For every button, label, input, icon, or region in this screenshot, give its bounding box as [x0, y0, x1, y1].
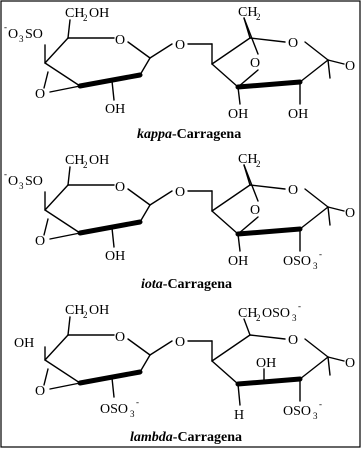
right-bottom-right-charge: -: [319, 249, 322, 259]
right-ring-bonds: [212, 165, 344, 251]
right-end-o: O: [345, 356, 356, 371]
left-top-charge: -: [4, 22, 7, 32]
left-bottom-o: O: [35, 234, 46, 249]
right-ch2: CH: [238, 306, 258, 321]
right-bottom-right-charge: -: [319, 399, 322, 409]
right-bottom-left-oh: OH: [228, 254, 249, 269]
left-ring-bonds: [44, 167, 172, 247]
left-ch2oh-ch: CH: [65, 303, 85, 318]
caption-rest: -Carragena: [172, 430, 242, 445]
left-ring-o: O: [115, 330, 126, 345]
left-top-o: O: [8, 27, 19, 42]
left-ch2oh-sub: 2: [83, 13, 88, 23]
right-bridge-o: O: [250, 56, 261, 71]
right-bottom-h: H: [234, 408, 245, 423]
link-o: O: [175, 38, 186, 53]
left-bottom-sub: 3: [130, 409, 135, 419]
left-bottom-oh: OH: [105, 102, 126, 117]
left-bottom-oso: OSO: [100, 402, 129, 417]
right-ch2-sub: 2: [256, 12, 261, 22]
left-ch2oh-oh: OH: [89, 6, 110, 21]
left-top-charge: -: [4, 169, 7, 179]
left-top-sub: 3: [19, 34, 24, 44]
left-ring-o: O: [115, 33, 126, 48]
left-ch2oh-oh: OH: [89, 153, 110, 168]
left-bottom-charge: -: [136, 397, 139, 407]
left-ch2oh-sub: 2: [83, 310, 88, 320]
left-ch2oh-oh: OH: [89, 303, 110, 318]
right-ch2-oso: OSO: [262, 306, 291, 321]
left-ch2oh-ch: CH: [65, 6, 85, 21]
right-ch2: CH: [238, 5, 258, 20]
left-top-o: O: [8, 174, 19, 189]
right-bottom-left-oh: OH: [228, 107, 249, 122]
right-ring-o: O: [288, 36, 299, 51]
right-bottom-right-sub: 3: [313, 261, 318, 271]
structure-lambda: [14, 301, 355, 445]
right-bridge-o: O: [250, 203, 261, 218]
right-bottom-right-oso: OSO: [283, 254, 312, 269]
left-bottom-o: O: [35, 87, 46, 102]
left-ring-bonds: [44, 20, 172, 100]
right-bottom-right-sub: 3: [313, 411, 318, 421]
right-ring-bonds: [212, 319, 344, 405]
left-ring-bonds: [44, 317, 172, 397]
caption-rest: -Carragena: [172, 127, 242, 142]
right-ring-o: O: [288, 183, 299, 198]
right-bottom-right-oh: OH: [288, 107, 309, 122]
left-bottom-o: O: [35, 384, 46, 399]
right-ch2-oso-charge: -: [298, 301, 301, 311]
link-o: O: [175, 185, 186, 200]
caption-italic: iota: [141, 277, 163, 292]
right-ring-bonds: [212, 18, 344, 104]
caption-italic: lambda: [130, 430, 173, 445]
right-end-o: O: [345, 206, 356, 221]
caption-lambda: [130, 430, 242, 445]
left-ch2oh-sub: 2: [83, 160, 88, 170]
right-end-o: O: [345, 59, 356, 74]
right-ring-o: O: [288, 333, 299, 348]
left-top-oh: OH: [14, 336, 35, 351]
right-ch2-oso-sub: 3: [292, 313, 297, 323]
right-bottom-right-oso: OSO: [283, 404, 312, 419]
left-bottom-oh: OH: [105, 249, 126, 264]
left-top-so: SO: [25, 27, 43, 42]
left-top-sub: 3: [19, 181, 24, 191]
caption-iota: [141, 277, 232, 292]
caption-italic: kappa: [137, 127, 172, 142]
left-ring-o: O: [115, 180, 126, 195]
right-mid-oh: OH: [256, 356, 277, 371]
left-ch2oh-ch: CH: [65, 153, 85, 168]
right-ch2-sub: 2: [256, 159, 261, 169]
right-ch2: CH: [238, 152, 258, 167]
structure-kappa: [4, 5, 355, 142]
right-ch2-sub: 2: [256, 313, 261, 323]
structure-iota: [4, 152, 355, 292]
left-top-so: SO: [25, 174, 43, 189]
caption-rest: -Carragena: [162, 277, 232, 292]
link-o: O: [175, 335, 186, 350]
caption-kappa: [137, 127, 241, 142]
